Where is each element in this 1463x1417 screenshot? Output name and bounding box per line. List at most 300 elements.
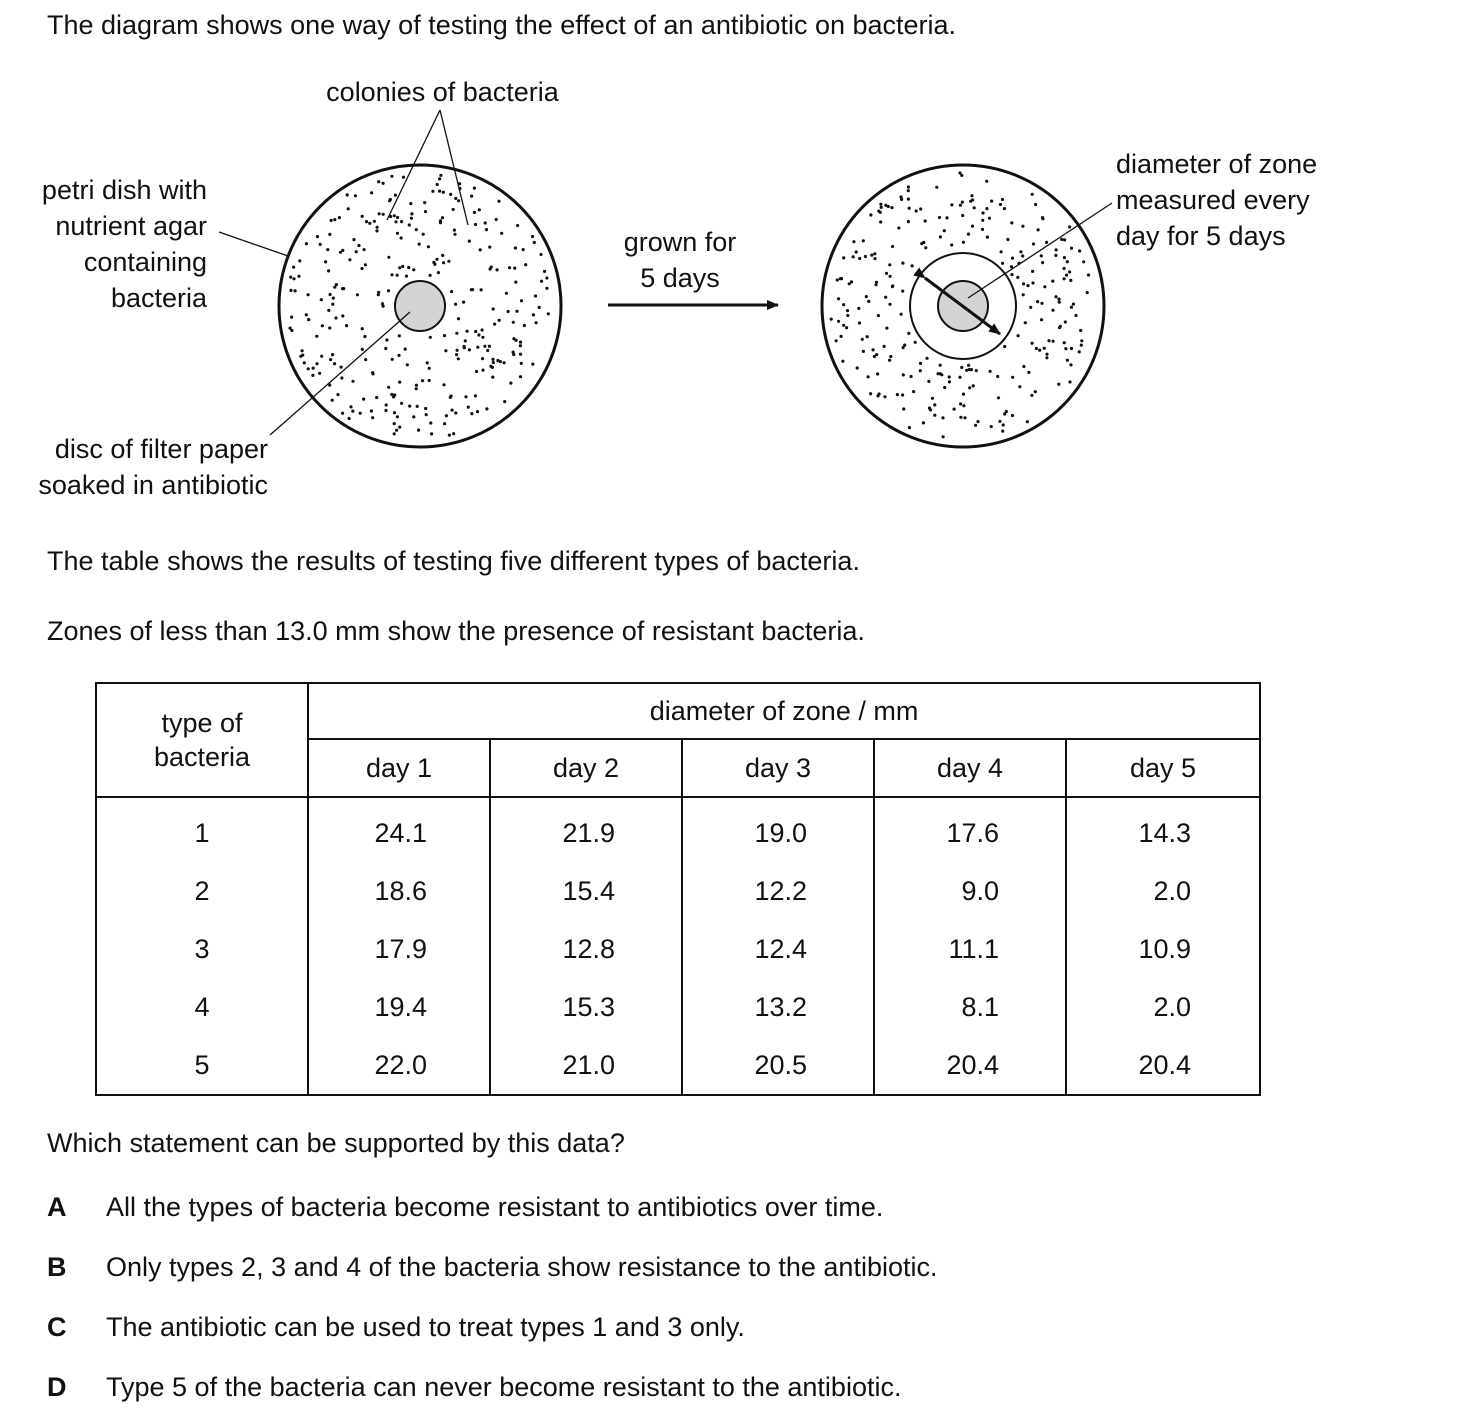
colony-dot [498,319,501,322]
colony-dot [388,199,391,202]
colony-dot [960,366,963,369]
colony-dot [429,421,432,424]
colony-dot [855,250,858,253]
cell-type: 3 [96,920,308,978]
colony-dot [899,195,902,198]
colony-dot [453,233,456,236]
colony-dot [842,303,845,306]
colony-dot [384,409,387,412]
colony-dot [943,229,946,232]
colony-dot [959,204,962,207]
colony-dot [520,299,523,302]
option-b-text: Only types 2, 3 and 4 of the bacteria show resistance to the antibiotic. [106,1252,938,1282]
colony-dot [907,220,910,223]
colony-dot [990,425,993,428]
colony-dot [540,280,543,283]
colony-dot [415,228,418,231]
colony-dot [1063,277,1066,280]
colony-dot [512,321,515,324]
table-intro: The table shows the results of testing five different types of bacteria. [47,546,860,576]
colony-dot [885,327,888,330]
colony-dot [410,212,413,215]
colony-dot [457,317,460,320]
colony-dot [545,276,548,279]
colony-dot [396,415,399,418]
colony-dot [485,228,488,231]
colony-dot [375,396,378,399]
colony-dot [524,263,527,266]
colony-dot [375,229,378,232]
colony-dot [975,369,978,372]
colony-dot [448,434,451,437]
colony-dot [1041,216,1044,219]
colony-dot [457,357,460,360]
colony-dot [924,219,927,222]
colony-dot [1051,309,1054,312]
results-table [95,682,1261,1096]
cell-type: 2 [96,862,308,920]
colony-dot [1022,365,1025,368]
colony-dot [312,367,315,370]
colony-dot [1024,321,1027,324]
colony-dot [292,266,295,269]
colony-dot [454,411,457,414]
colony-dot [1064,347,1067,350]
colony-dot [1037,228,1040,231]
colony-dot [363,248,366,251]
colony-dot [396,274,399,277]
colony-dot [503,400,506,403]
colony-dot [1087,273,1090,276]
colony-dot [948,380,951,383]
colony-dot [970,194,973,197]
colony-dot [1001,198,1004,201]
colony-dot [400,236,403,239]
petri-dish-after [822,165,1104,447]
colony-dot [1010,221,1013,224]
colony-dot [1055,248,1058,251]
header-day-4: day 4 [874,739,1066,797]
colony-dot [491,366,494,369]
colony-dot [545,287,548,290]
colony-dot [897,226,900,229]
colony-dot [512,337,515,340]
colony-dot [981,219,984,222]
colony-dot [371,371,374,374]
colony-dot [1043,285,1046,288]
colony-dot [474,330,477,333]
colony-dot [455,353,458,356]
colony-dot [532,313,535,316]
cell-type: 1 [96,797,308,862]
colony-dot [919,207,922,210]
colony-dot [1022,293,1025,296]
colony-dot [316,235,319,238]
colony-dot [1052,340,1055,343]
colony-dot [842,256,845,259]
colony-dot [503,361,506,364]
colony-dot [945,216,948,219]
colony-dot [416,405,419,408]
colony-dot [492,361,495,364]
colony-dot [361,327,364,330]
colony-dot [858,257,861,260]
colony-dot [447,260,450,263]
colony-dot [1034,203,1037,206]
colony-dot [927,380,930,383]
colony-dot [378,212,381,215]
colony-dot [962,404,965,407]
colony-dot [345,324,348,327]
colony-dot [333,362,336,365]
colony-dot [382,213,385,216]
colony-dot [1072,303,1075,306]
colony-dot [981,228,984,231]
colony-dot [486,349,489,352]
colony-dot [289,276,292,279]
colony-dot [445,414,448,417]
colony-dot [889,355,892,358]
colony-dot [430,432,433,435]
colony-dot [864,255,867,258]
colony-dot [866,335,869,338]
header-day-1: day 1 [308,739,490,797]
colony-dot [390,175,393,178]
colony-dot [981,211,984,214]
colony-dot [531,363,534,366]
colony-dot [902,373,905,376]
colony-dot [452,432,455,435]
label-petri-dish: petri dish with nutrient agar containing bacteria [41,175,207,313]
colony-dot [907,332,910,335]
colony-dot [393,432,396,435]
colony-dot [303,361,306,364]
colony-dot [985,180,988,183]
colony-dot [422,233,425,236]
colony-dot [912,390,915,393]
colony-dot [341,249,344,252]
colony-dot [902,346,905,349]
colony-dot [394,194,397,197]
colony-dot [1032,242,1035,245]
colony-dot [376,226,379,229]
colony-dot [355,250,358,253]
colony-dot [988,217,991,220]
colony-dot [887,205,890,208]
colony-dot [438,177,441,180]
colony-dot [301,349,304,352]
colony-dot [919,369,922,372]
cell-day-1: 18.6 [308,862,490,920]
colony-dot [939,235,942,238]
colony-dot [1070,306,1073,309]
colony-dot [341,412,344,415]
colony-dot [453,229,456,232]
colony-dot [368,222,371,225]
header-day-5: day 5 [1066,739,1260,797]
colony-dot [965,369,968,372]
colony-dot [513,267,516,270]
colony-dot [428,367,431,370]
colony-dot [393,393,396,396]
colony-dot [1041,261,1044,264]
colony-dot [1069,279,1072,282]
colony-dot [958,171,961,174]
colony-dot [971,198,974,201]
colony-dot [884,296,887,299]
colony-dot [948,375,951,378]
colony-dot [875,353,878,356]
cell-day-5: 2.0 [1066,862,1260,920]
colony-dot [908,207,911,210]
colony-dot [364,358,367,361]
colony-dot [933,403,936,406]
colony-dot [1082,260,1085,263]
colony-dot [889,275,892,278]
colony-dot [896,393,899,396]
colony-dot [846,309,849,312]
colony-dot [967,233,970,236]
colony-dot [1040,318,1043,321]
colony-dot [315,335,318,338]
colony-dot [428,379,431,382]
colony-dot [462,301,465,304]
colony-dot [514,281,517,284]
cell-day-4: 9.0 [874,862,1066,920]
intro-text: The diagram shows one way of testing the effect of an antibiotic on bacteria. [47,10,957,40]
colony-dot [370,191,373,194]
colony-dot [341,314,344,317]
colony-dot [1016,276,1019,279]
colony-dot [883,345,886,348]
colony-dot [958,376,961,379]
colony-dot [539,253,542,256]
colony-dot [443,334,446,337]
colony-dot [431,190,434,193]
colony-dot [891,285,894,288]
colony-dot [351,380,354,383]
colony-dot [429,274,432,277]
colony-dot [1006,238,1009,241]
colony-dot [1036,300,1039,303]
colony-dot [398,334,401,337]
colony-dot [333,286,336,289]
colony-dot [449,396,452,399]
colony-dot [479,248,482,251]
colony-dot [1057,298,1060,301]
colony-dot [1058,326,1061,329]
colony-dot [493,323,496,326]
cell-day-3: 20.5 [682,1036,874,1095]
colony-dot [464,395,467,398]
colony-dot [870,254,873,257]
colony-dot [476,410,479,413]
cell-day-5: 2.0 [1066,978,1260,1036]
colony-dot [362,398,365,401]
colony-dot [1021,254,1024,257]
option-a-text: All the types of bacteria become resistant to antibiotics over time. [106,1192,884,1222]
colony-dot [364,263,367,266]
colony-dot [442,191,445,194]
cell-day-4: 8.1 [874,978,1066,1036]
colony-dot [340,366,343,369]
colony-dot [473,187,476,190]
leader-petri [219,232,288,256]
colony-dot [516,224,519,227]
colony-dot [359,412,362,415]
colony-dot [1000,250,1003,253]
colony-dot [333,218,336,221]
colony-dot [839,277,842,280]
colony-dot [346,193,349,196]
colony-dot [505,292,508,295]
colony-dot [480,288,483,291]
colony-dot [370,409,373,412]
colony-dot [907,198,910,201]
colony-dot [967,364,970,367]
colony-dot [417,429,420,432]
colony-dot [451,409,454,412]
colony-dot [953,408,956,411]
colony-dot [381,302,384,305]
colony-dot [470,195,473,198]
colony-dot [879,211,882,214]
colony-dot [357,244,360,247]
colony-dot [471,288,474,291]
colony-dot [377,291,380,294]
colony-dot [441,216,444,219]
colony-dot [347,207,350,210]
colony-dot [476,346,479,349]
colony-dot [1068,225,1071,228]
colony-dot [1018,385,1021,388]
colony-dot [396,216,399,219]
colony-dot [910,375,913,378]
colony-dot [382,182,385,185]
colony-dot [1078,249,1081,252]
header-diameter: diameter of zone / mm [308,683,1260,739]
colony-dot [455,332,458,335]
colony-dot [547,312,550,315]
colony-dot [876,394,879,397]
colony-dot [925,357,928,360]
cell-day-2: 21.9 [490,797,682,862]
colony-dot [499,360,502,363]
colony-dot [858,321,861,324]
colony-dot [840,335,843,338]
table-row [96,862,1260,920]
colony-dot [470,412,473,415]
colony-dot [305,313,308,316]
colony-dot [935,186,938,189]
colony-dot [400,402,403,405]
colony-dot [491,376,494,379]
colony-dot [1011,376,1014,379]
colony-dot [920,242,923,245]
option-a-letter: A [47,1192,67,1222]
colony-dot [424,407,427,410]
colony-dot [862,350,865,353]
colony-dot [1058,301,1061,304]
colony-dot [519,353,522,356]
colony-dot [867,375,870,378]
colony-dot [315,362,318,365]
option-c-letter: C [47,1312,67,1342]
colony-dot [439,174,442,177]
colony-dot [307,367,310,370]
colony-dot [523,324,526,327]
table-row [96,920,1260,978]
colony-dot [481,336,484,339]
colony-dot [1064,320,1067,323]
colony-dot [412,268,415,271]
colony-dot [457,199,460,202]
colony-dot [354,194,357,197]
colony-dot [405,275,408,278]
colony-dot [1045,241,1048,244]
colony-dot [986,236,989,239]
colony-dot [522,248,525,251]
colony-dot [990,200,993,203]
cell-day-1: 24.1 [308,797,490,862]
colony-dot [289,327,292,330]
cell-day-4: 11.1 [874,920,1066,978]
colony-dot [962,393,965,396]
cell-day-5: 14.3 [1066,797,1260,862]
colony-dot [356,293,359,296]
colony-dot [398,426,401,429]
colony-dot [393,422,396,425]
colony-dot [481,328,484,331]
colony-dot [1001,262,1004,265]
colony-dot [1069,363,1072,366]
colony-dot [348,258,351,261]
colony-dot [876,372,879,375]
colony-dot [989,370,992,373]
colony-dot [425,413,428,416]
colony-dot [484,221,487,224]
table-row [96,797,1260,862]
colony-dot [880,206,883,209]
colony-dot [1031,281,1034,284]
colony-dot [421,379,424,382]
colony-dot [939,364,942,367]
colony-dot [418,243,421,246]
colony-dot [1070,347,1073,350]
colony-dot [890,206,893,209]
colony-dot [1038,349,1041,352]
colony-dot [835,339,838,342]
cell-day-2: 21.0 [490,1036,682,1095]
colony-dot [477,333,480,336]
colony-dot [1047,339,1050,342]
colony-dot [533,241,536,244]
colony-dot [1079,329,1082,332]
colony-dot [998,420,1001,423]
cell-day-3: 13.2 [682,978,874,1036]
colony-dot [307,318,310,321]
colony-dot [519,375,522,378]
colony-dot [1057,383,1060,386]
colony-dot [341,287,344,290]
colony-dot [468,240,471,243]
colony-dot [852,255,855,258]
colony-dot [861,338,864,341]
cell-type: 4 [96,978,308,1036]
colony-dot [836,278,839,281]
colony-dot [1051,280,1054,283]
colony-dot [426,361,429,364]
